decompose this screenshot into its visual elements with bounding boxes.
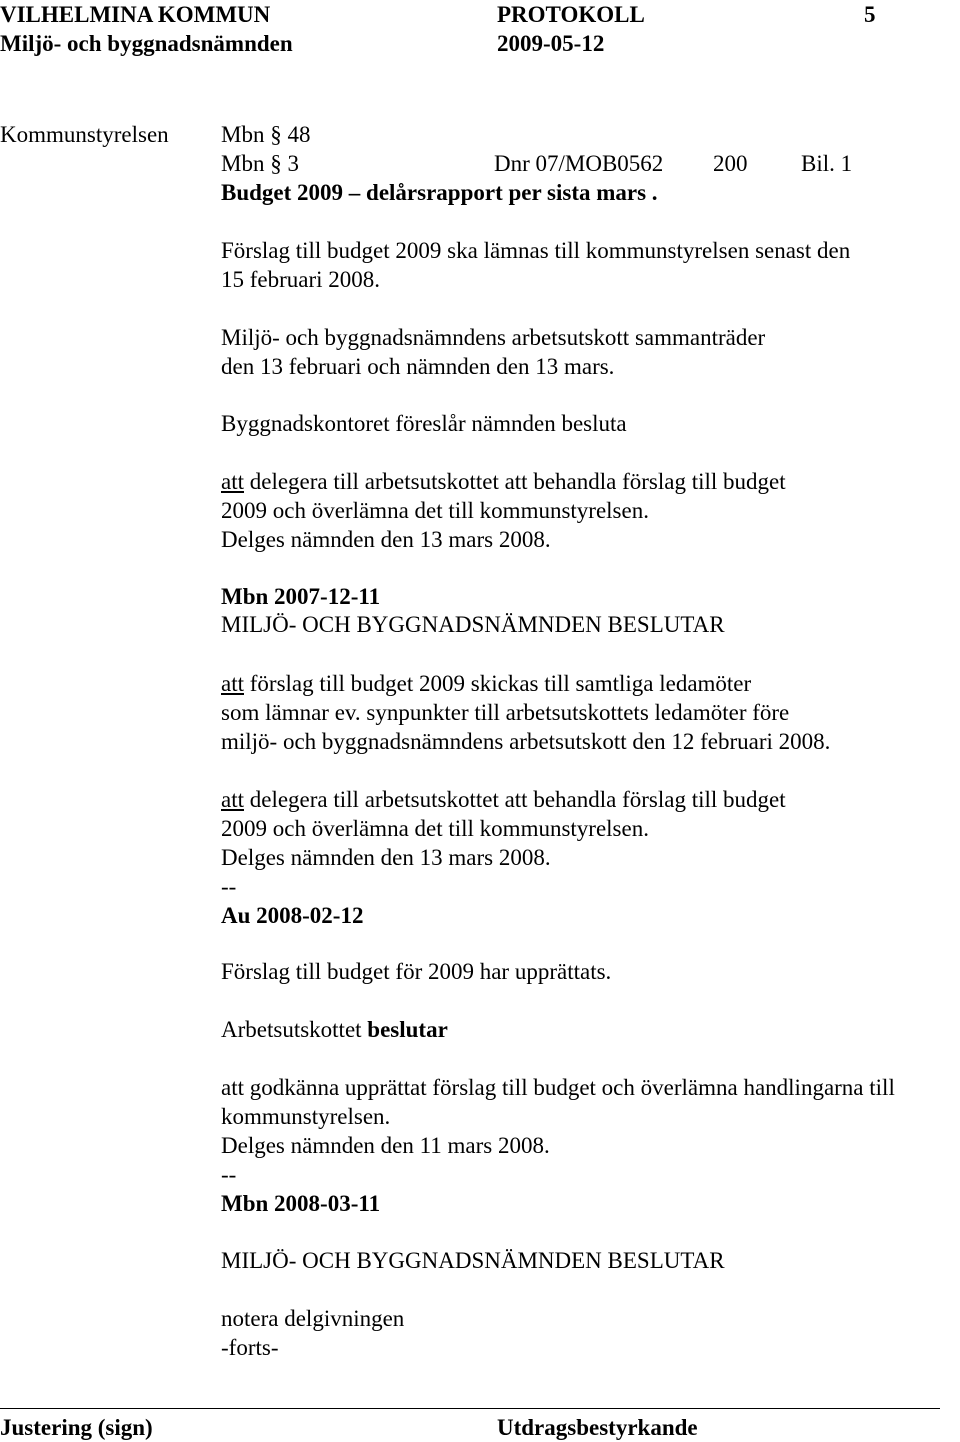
header-committee: Miljö- och byggnadsnämnden — [0, 31, 293, 56]
case-ref-2: Mbn § 3 — [221, 151, 299, 176]
case-bil: Bil. 1 — [801, 151, 853, 176]
notice-line: notera delgivningen — [221, 1306, 405, 1331]
decision-1-line-1-text: förslag till budget 2009 skickas till samtliga ledamöter — [244, 671, 752, 696]
mbn-1-decides: MILJÖ- OCH BYGGNADSNÄMNDEN BESLUTAR — [221, 612, 725, 637]
proposal-line-1-text: delegera till arbetsutskottet att behandla förslag till budget — [244, 469, 786, 494]
header-municipality: VILHELMINA KOMMUN — [0, 2, 271, 27]
header-doc-type: PROTOKOLL — [497, 2, 645, 27]
signature-line — [0, 1408, 940, 1409]
au-heading: Au 2008-02-12 — [221, 903, 364, 928]
proposal-intro: Byggnadskontoret föreslår nämnden besluta — [221, 411, 627, 436]
au-decides-bold: beslutar — [367, 1017, 448, 1042]
proposal-line-3: Delges nämnden den 13 mars 2008. — [221, 527, 551, 552]
separator-1: -- — [221, 874, 237, 899]
att-marker: att — [221, 787, 244, 812]
case-code: 200 — [713, 151, 748, 176]
footer-extract: Utdragsbestyrkande — [497, 1415, 698, 1440]
decision-1-line-2: som lämnar ev. synpunkter till arbetsutskottets ledamöter före — [221, 700, 790, 725]
mbn-2-decides: MILJÖ- OCH BYGGNADSNÄMNDEN BESLUTAR — [221, 1248, 725, 1273]
proposal-line-1 — [221, 467, 786, 496]
case-dnr: Dnr 07/MOB0562 — [494, 151, 664, 176]
decision-1-line-3: miljö- och byggnadsnämndens arbetsutskott den 12 februari 2008. — [221, 729, 831, 754]
au-decides-label: Arbetsutskottet — [221, 1017, 368, 1042]
decision-2-line-1 — [221, 785, 786, 814]
separator-2: -- — [221, 1162, 237, 1187]
paragraph-1-line-2: 15 februari 2008. — [221, 267, 381, 292]
header-date: 2009-05-12 — [497, 31, 605, 56]
au-statement: Förslag till budget för 2009 har upprättats. — [221, 959, 612, 984]
au-decision-line-2: kommunstyrelsen. — [221, 1104, 391, 1129]
au-decides — [221, 1015, 448, 1044]
au-decision-line-1: att godkänna upprättat förslag till budget och överlämna handlingarna till — [221, 1075, 895, 1100]
case-recipient: Kommunstyrelsen — [0, 122, 169, 147]
case-ref-1: Mbn § 48 — [221, 122, 311, 147]
decision-2-line-3: Delges nämnden den 13 mars 2008. — [221, 845, 551, 870]
att-marker: att — [221, 671, 244, 696]
mbn-1-heading: Mbn 2007-12-11 — [221, 584, 381, 609]
paragraph-1-line-1: Förslag till budget 2009 ska lämnas till kommunstyrelsen senast den — [221, 238, 851, 263]
paragraph-2-line-1: Miljö- och byggnadsnämndens arbetsutskott sammanträder — [221, 325, 766, 350]
au-decision-line-3: Delges nämnden den 11 mars 2008. — [221, 1133, 550, 1158]
att-marker: att — [221, 469, 244, 494]
decision-2-line-2: 2009 och överlämna det till kommunstyrelsen. — [221, 816, 649, 841]
header-page-number: 5 — [864, 2, 876, 27]
footer-sign: Justering (sign) — [0, 1415, 153, 1440]
case-subject: Budget 2009 – delårsrapport per sista mars . — [221, 180, 658, 205]
decision-2-line-1-text: delegera till arbetsutskottet att behandla förslag till budget — [244, 787, 786, 812]
mbn-2-heading: Mbn 2008-03-11 — [221, 1191, 381, 1216]
decision-1-line-1 — [221, 669, 751, 698]
continued-marker: -forts- — [221, 1335, 279, 1360]
proposal-line-2: 2009 och överlämna det till kommunstyrelsen. — [221, 498, 649, 523]
paragraph-2-line-2: den 13 februari och nämnden den 13 mars. — [221, 354, 615, 379]
